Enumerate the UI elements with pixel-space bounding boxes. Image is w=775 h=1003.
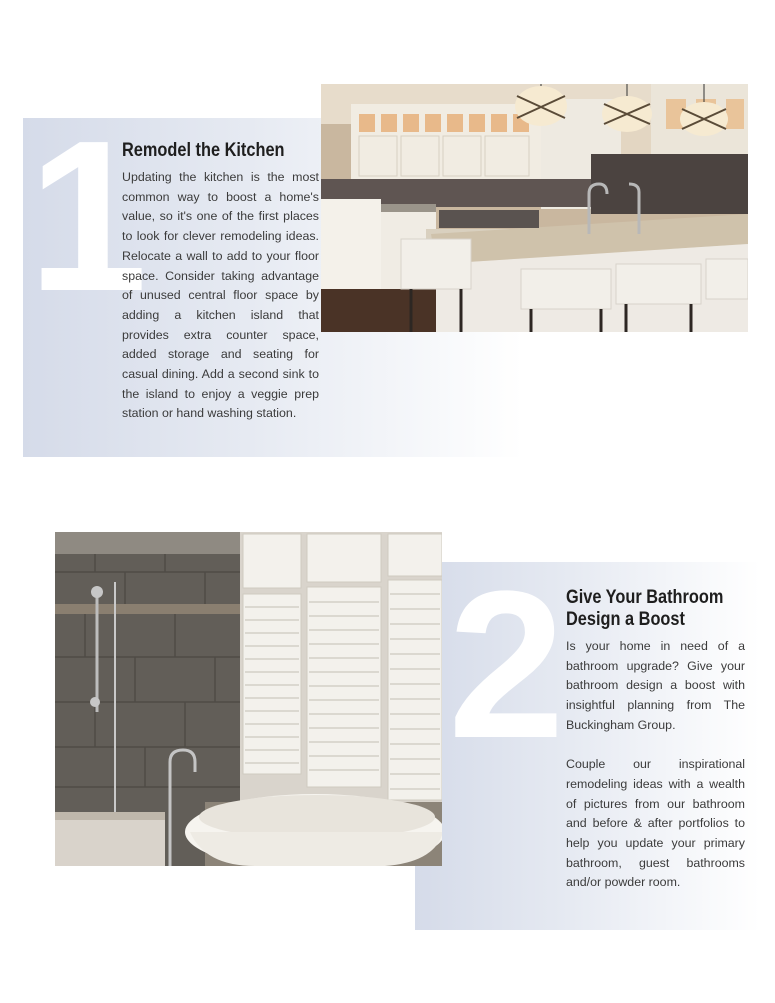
kitchen-photo bbox=[321, 84, 748, 332]
section-1-title: Remodel the Kitchen bbox=[122, 140, 285, 161]
section-1-paragraph: Updating the kitchen is the most common way to boost a home's value, so it's one of the first places to look for clever remodeling ideas. Relocate a wall to add to your floor space. Consider taking advantage of unused central floor space by adding a kitchen island that provides extra counter space, added storage and seating for casual dining. Add a second sink to the island to enjoy a veggie prep station or hand washing station. bbox=[122, 170, 319, 421]
section-2-title bbox=[566, 587, 723, 631]
section-2-title-line-2: Design a Boost bbox=[566, 609, 685, 630]
section-2-body bbox=[566, 637, 745, 893]
section-1-number: 1 bbox=[28, 95, 144, 336]
section-2-number: 2 bbox=[448, 547, 565, 782]
section-2-paragraph-1: Is your home in need of a bathroom upgrade? Give your bathroom design a boost with insightful planning from The Buckingham Group. bbox=[566, 639, 745, 732]
section-1-body bbox=[122, 168, 319, 424]
section-2-title-line-1: Give Your Bathroom bbox=[566, 587, 724, 608]
bathroom-photo bbox=[55, 532, 442, 866]
section-2-paragraph-2: Couple our inspirational remodeling ideas with a wealth of pictures from our bathroom and before & after portfolios to help you update your primary bathroom, guest bathrooms and/or powder room. bbox=[566, 757, 745, 890]
